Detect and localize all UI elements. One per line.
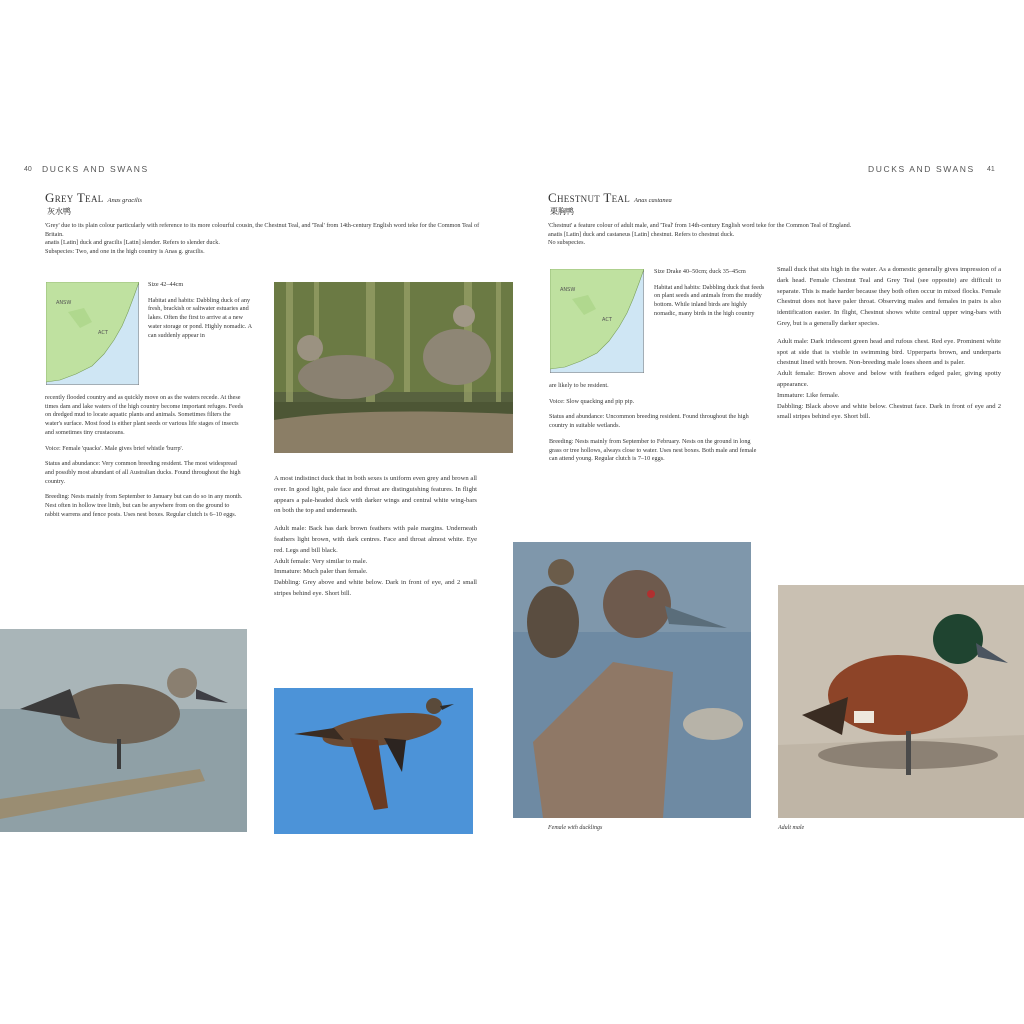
description-paragraph: Small duck that sits high in the water. As a domestic generally gives impression of a dark head. Female Chestnut Teal and Grey Teal (see opposite) are difficult to separate. This is made harder because they both often occur in mixed flocks. Female Chestnut does not have paler throat. Observing males and females in pairs is also identification easier. In flight, Chestnut shows white central upper wing-bars with Grey, but is a generally darker species. <box>777 266 1001 327</box>
description-line: Dabbling: Black above and white below. Chestnut face. Dark in front of eye and 2 small stripes behind eye. Short bill. <box>777 402 1001 421</box>
description-line: Immature: Much paler than female. <box>274 568 368 576</box>
photo-chestnut-teal-male <box>778 585 1024 818</box>
intro-line: 'Grey' due to its plain colour particularly with reference to its more colourful cousin, the Chestnut Teal, and 'Teal' from 14th-century English word teke for the Common Teal of Britain. <box>45 222 480 238</box>
species-details <box>549 382 761 471</box>
species-scientific-name: Anas gracilis <box>107 197 143 204</box>
photo-caption: Adult male <box>778 825 805 831</box>
voice-text: Voice: Female 'quacks'. Male gives brief whistle 'burrp'. <box>45 444 184 452</box>
species-facts <box>148 281 258 347</box>
size-text: Size Drake 40–50cm; duck 35–45cm <box>654 268 746 275</box>
map-label-b: ACT <box>602 317 612 323</box>
species-facts <box>654 268 766 326</box>
species-intro <box>45 222 490 257</box>
intro-line: 'Chestnut' a feature colour of adult male, and 'Teal' from 14th-century English word teke for the Common Teal of England. <box>548 222 852 229</box>
photo-chestnut-teal-female <box>513 542 751 818</box>
species-description <box>274 474 477 600</box>
species-title: Grey Teal <box>45 190 104 205</box>
running-header-left: DUCKS AND SWANS <box>42 164 149 174</box>
species-intro <box>548 222 1003 248</box>
description-paragraph: A most indistinct duck that in both sexes is uniform even grey and brown all over. In good light, pale face and throat are distinguishing features. In flight appears a pale-headed duck with darker wings and central white wing-bars on both the top and underneath. <box>274 475 477 515</box>
intro-line: anatis [Latin] duck and gracilis [Latin] slender. Refers to slender duck. <box>45 239 220 247</box>
photo-caption: Female with ducklings <box>548 825 603 831</box>
map-label-a: ANSW <box>56 300 72 306</box>
species-title: Chestnut Teal <box>548 190 631 205</box>
distribution-map <box>46 282 139 385</box>
status-text: Status and abundance: Very common breeding resident. The most widespread and possibly most abundant of all Australian ducks. Found throughout the high country. <box>45 460 241 485</box>
species-description <box>777 265 1001 423</box>
habitat-continued: recently flooded country and as quickly move on as the waters recede. At these times dam and lake waters of the high country become important refuges. Feeds on dredged mud to locate aquatic plants and animals. Sometimes filters the water's surface. Most food is either plant seeds or various life stages of insects and sometimes tiny crustaceans. <box>45 394 244 436</box>
photo-grey-teal-flight <box>274 688 473 834</box>
species-scientific-name: Anas castanea <box>634 197 672 204</box>
page-number-right: 41 <box>987 166 995 173</box>
species-details <box>45 394 245 526</box>
description-line: Immature: Like female. <box>777 391 840 399</box>
page-number-left: 40 <box>24 166 32 173</box>
description-line: Dabbling: Grey above and white below. Dark in front of eye, and 2 small stripes behind eye. Short bill. <box>274 579 477 597</box>
description-line: Adult female: Very similar to male. <box>274 557 368 565</box>
distribution-map <box>550 269 644 373</box>
size-text: Size 42–44cm <box>148 281 184 288</box>
breeding-text: Breeding: Nests mainly from September to February. Nests on the ground in long grass or tree hollows, always close to water. Uses nest boxes. Both male and female can attend young. Regular clutch is 7–10 eggs. <box>549 437 757 463</box>
habitat-text: Habitat and habits: Dabbling duck that feeds on plant seeds and animals from the muddy bottom. While inland birds are highly nomadic, many birds in the high country <box>654 283 765 317</box>
intro-line: anatis [Latin] duck and castaneus [Latin] chestnut. Refers to chestnut duck. <box>548 230 735 238</box>
running-header-right: DUCKS AND SWANS <box>868 164 975 174</box>
species-chinese-name: 灰水鸭 <box>47 207 71 216</box>
description-line: Adult female: Brown above and below with feathers edged paler, giving spotty appearance. <box>777 370 1001 388</box>
breeding-text: Breeding: Nests mainly from September to January but can do so in any month. Nest often in hollow tree limb, but can be anywhere from on the ground to rabbit warrens and fence posts. Uses nest boxes. Regular clutch is 6–10 eggs. <box>45 493 243 518</box>
habitat-text: Habitat and habits: Dabbling duck of any fresh, brackish or saltwater estuaries and lakes. Often the first to arrive at a new water storage or pond. Highly nomadic. A can suddenly appear in <box>148 296 252 339</box>
photo-grey-teal-standing <box>0 629 247 832</box>
map-label-a: ANSW <box>560 287 576 293</box>
species-heading-chestnut-teal <box>548 189 968 207</box>
species-heading-grey-teal <box>45 189 465 207</box>
intro-line: No subspecies. <box>548 239 586 247</box>
species-chinese-name: 栗胸鸭 <box>550 207 574 216</box>
description-line: Adult male: Back has dark brown feathers with pale margins. Underneath feathers light brown, with dark centres. Face and throat almost white. Eye red. Legs and bill black. <box>274 525 477 554</box>
description-line: Adult male: Dark iridescent green head and rufous chest. Red eye. Prominent white spot at side that is visible in swimming bird. Upperparts brown, and underparts chestnut lined with brown. Non-breeding male loses sheen and is paler. <box>777 337 1001 367</box>
photo-grey-teal-pair <box>274 282 513 453</box>
habitat-continued: are likely to be resident. <box>549 382 609 389</box>
map-label-b: ACT <box>98 330 108 336</box>
intro-line: Subspecies: Two, and one in the high country is Anas g. gracilis. <box>45 248 205 256</box>
status-text: Status and abundance: Uncommon breeding resident. Found throughout the high country in suitable wetlands. <box>549 413 749 430</box>
voice-text: Voice: Slow quacking and pip pip. <box>549 397 635 405</box>
